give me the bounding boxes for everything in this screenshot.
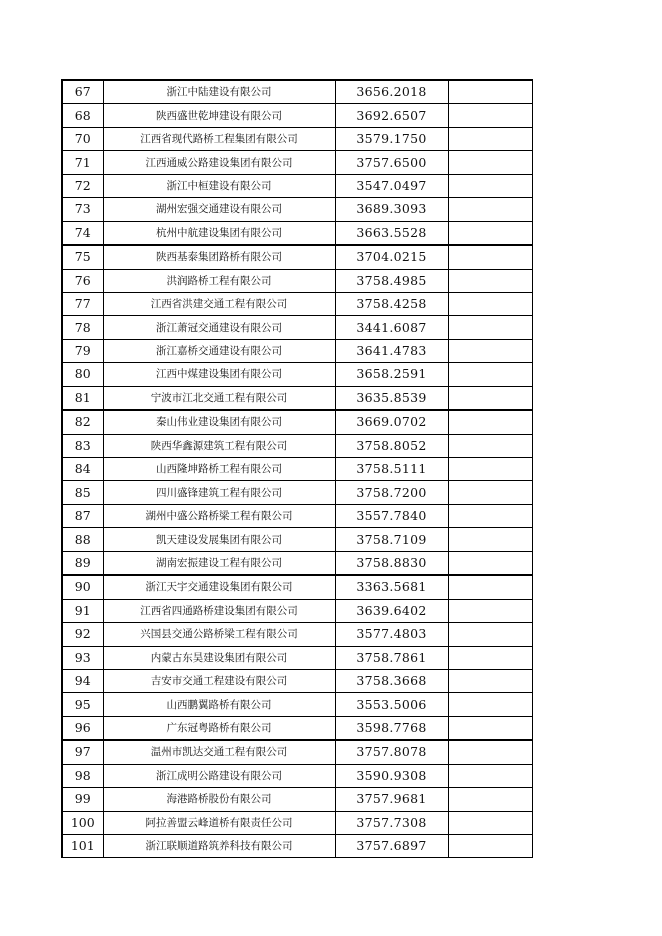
company-name: 杭州中航建设集团有限公司 xyxy=(103,221,335,245)
note-cell xyxy=(448,434,532,457)
score-value: 3758.7861 xyxy=(335,646,448,669)
company-name: 兴国县交通公路桥梁工程有限公司 xyxy=(103,623,335,646)
table-row xyxy=(62,434,532,457)
table-row xyxy=(62,504,532,527)
row-number: 78 xyxy=(62,316,103,339)
row-number: 85 xyxy=(62,481,103,504)
table-row xyxy=(62,198,532,221)
score-value: 3757.6500 xyxy=(335,151,448,174)
score-value: 3577.4803 xyxy=(335,623,448,646)
note-cell xyxy=(448,80,532,104)
table-row xyxy=(62,528,532,551)
score-value: 3557.7840 xyxy=(335,504,448,527)
score-value: 3553.5006 xyxy=(335,693,448,716)
table-row xyxy=(62,788,532,811)
table-row xyxy=(62,151,532,174)
company-name: 温州市凯达交通工程有限公司 xyxy=(103,740,335,764)
row-number: 79 xyxy=(62,339,103,362)
row-number: 75 xyxy=(62,245,103,269)
table-row xyxy=(62,316,532,339)
score-value: 3758.7109 xyxy=(335,528,448,551)
row-number: 91 xyxy=(62,599,103,622)
row-number: 67 xyxy=(62,80,103,104)
table-row xyxy=(62,458,532,481)
note-cell xyxy=(448,410,532,434)
company-name: 吉安市交通工程建设有限公司 xyxy=(103,669,335,692)
company-name: 海港路桥股份有限公司 xyxy=(103,788,335,811)
row-number: 81 xyxy=(62,386,103,410)
note-cell xyxy=(448,669,532,692)
note-cell xyxy=(448,292,532,315)
company-name: 浙江嘉桥交通建设有限公司 xyxy=(103,339,335,362)
score-table xyxy=(61,79,533,858)
score-value: 3758.8052 xyxy=(335,434,448,457)
table-row xyxy=(62,835,532,858)
note-cell xyxy=(448,623,532,646)
score-value: 3757.7308 xyxy=(335,811,448,834)
company-name: 内蒙古东昊建设集团有限公司 xyxy=(103,646,335,669)
score-value: 3704.0215 xyxy=(335,245,448,269)
company-name: 江西通威公路建设集团有限公司 xyxy=(103,151,335,174)
company-name: 四川盛锋建筑工程有限公司 xyxy=(103,481,335,504)
note-cell xyxy=(448,221,532,245)
note-cell xyxy=(448,481,532,504)
table-row xyxy=(62,221,532,245)
score-value: 3758.8830 xyxy=(335,551,448,575)
company-name: 江西省四通路桥建设集团有限公司 xyxy=(103,599,335,622)
row-number: 87 xyxy=(62,504,103,527)
score-value: 3598.7768 xyxy=(335,716,448,740)
score-value: 3757.9681 xyxy=(335,788,448,811)
row-number: 80 xyxy=(62,363,103,386)
score-value: 3692.6507 xyxy=(335,104,448,127)
score-value: 3758.4985 xyxy=(335,269,448,292)
score-value: 3656.2018 xyxy=(335,80,448,104)
table-row xyxy=(62,269,532,292)
row-number: 70 xyxy=(62,127,103,150)
table-row xyxy=(62,104,532,127)
row-number: 74 xyxy=(62,221,103,245)
company-name: 秦山伟业建设集团有限公司 xyxy=(103,410,335,434)
row-number: 83 xyxy=(62,434,103,457)
row-number: 68 xyxy=(62,104,103,127)
score-table-body xyxy=(62,80,532,858)
table-row xyxy=(62,740,532,764)
row-number: 90 xyxy=(62,575,103,599)
note-cell xyxy=(448,339,532,362)
company-name: 湖州宏强交通建设有限公司 xyxy=(103,198,335,221)
table-row xyxy=(62,292,532,315)
row-number: 95 xyxy=(62,693,103,716)
table-row xyxy=(62,245,532,269)
table-row xyxy=(62,363,532,386)
row-number: 93 xyxy=(62,646,103,669)
table-row xyxy=(62,410,532,434)
company-name: 浙江萧冠交通建设有限公司 xyxy=(103,316,335,339)
table-row xyxy=(62,646,532,669)
table-row xyxy=(62,623,532,646)
note-cell xyxy=(448,693,532,716)
score-value: 3663.5528 xyxy=(335,221,448,245)
row-number: 71 xyxy=(62,151,103,174)
table-row xyxy=(62,174,532,197)
note-cell xyxy=(448,788,532,811)
row-number: 99 xyxy=(62,788,103,811)
score-value: 3441.6087 xyxy=(335,316,448,339)
score-value: 3658.2591 xyxy=(335,363,448,386)
score-value: 3590.9308 xyxy=(335,764,448,787)
table-row xyxy=(62,80,532,104)
company-name: 湖南宏振建设工程有限公司 xyxy=(103,551,335,575)
row-number: 84 xyxy=(62,458,103,481)
note-cell xyxy=(448,740,532,764)
score-value: 3669.0702 xyxy=(335,410,448,434)
row-number: 89 xyxy=(62,551,103,575)
company-name: 凯天建设发展集团有限公司 xyxy=(103,528,335,551)
note-cell xyxy=(448,528,532,551)
company-name: 浙江中桓建设有限公司 xyxy=(103,174,335,197)
note-cell xyxy=(448,716,532,740)
note-cell xyxy=(448,764,532,787)
company-name: 山西鹏翼路桥有限公司 xyxy=(103,693,335,716)
note-cell xyxy=(448,104,532,127)
score-value: 3635.8539 xyxy=(335,386,448,410)
note-cell xyxy=(448,646,532,669)
company-name: 浙江成明公路建设有限公司 xyxy=(103,764,335,787)
note-cell xyxy=(448,599,532,622)
row-number: 94 xyxy=(62,669,103,692)
company-name: 浙江中陆建设有限公司 xyxy=(103,80,335,104)
table-row xyxy=(62,811,532,834)
note-cell xyxy=(448,811,532,834)
note-cell xyxy=(448,151,532,174)
note-cell xyxy=(448,316,532,339)
score-value: 3689.3093 xyxy=(335,198,448,221)
company-name: 浙江联顺道路筑养科技有限公司 xyxy=(103,835,335,858)
row-number: 72 xyxy=(62,174,103,197)
row-number: 101 xyxy=(62,835,103,858)
note-cell xyxy=(448,127,532,150)
table-row xyxy=(62,551,532,575)
score-value: 3758.4258 xyxy=(335,292,448,315)
score-value: 3639.6402 xyxy=(335,599,448,622)
row-number: 92 xyxy=(62,623,103,646)
note-cell xyxy=(448,363,532,386)
table-row xyxy=(62,386,532,410)
company-name: 山西隆坤路桥工程有限公司 xyxy=(103,458,335,481)
company-name: 江西中煤建设集团有限公司 xyxy=(103,363,335,386)
score-value: 3758.5111 xyxy=(335,458,448,481)
note-cell xyxy=(448,174,532,197)
company-name: 陕西华鑫源建筑工程有限公司 xyxy=(103,434,335,457)
company-name: 宁波市江北交通工程有限公司 xyxy=(103,386,335,410)
company-name: 阿拉善盟云峰道桥有限责任公司 xyxy=(103,811,335,834)
row-number: 96 xyxy=(62,716,103,740)
row-number: 76 xyxy=(62,269,103,292)
score-value: 3757.6897 xyxy=(335,835,448,858)
table-row xyxy=(62,764,532,787)
score-value: 3758.3668 xyxy=(335,669,448,692)
score-value: 3757.8078 xyxy=(335,740,448,764)
note-cell xyxy=(448,575,532,599)
row-number: 98 xyxy=(62,764,103,787)
company-name: 江西省洪建交通工程有限公司 xyxy=(103,292,335,315)
score-value: 3579.1750 xyxy=(335,127,448,150)
row-number: 82 xyxy=(62,410,103,434)
company-name: 陕西盛世乾坤建设有限公司 xyxy=(103,104,335,127)
score-value: 3641.4783 xyxy=(335,339,448,362)
table-row xyxy=(62,575,532,599)
table-row xyxy=(62,599,532,622)
note-cell xyxy=(448,245,532,269)
table-row xyxy=(62,339,532,362)
table-row xyxy=(62,481,532,504)
row-number: 73 xyxy=(62,198,103,221)
table-row xyxy=(62,669,532,692)
row-number: 97 xyxy=(62,740,103,764)
row-number: 100 xyxy=(62,811,103,834)
note-cell xyxy=(448,269,532,292)
note-cell xyxy=(448,386,532,410)
company-name: 江西省现代路桥工程集团有限公司 xyxy=(103,127,335,150)
note-cell xyxy=(448,458,532,481)
score-value: 3758.7200 xyxy=(335,481,448,504)
note-cell xyxy=(448,551,532,575)
note-cell xyxy=(448,835,532,858)
company-name: 洪润路桥工程有限公司 xyxy=(103,269,335,292)
table-row xyxy=(62,127,532,150)
row-number: 77 xyxy=(62,292,103,315)
company-name: 陕西基泰集团路桥有限公司 xyxy=(103,245,335,269)
score-value: 3547.0497 xyxy=(335,174,448,197)
note-cell xyxy=(448,504,532,527)
table-row xyxy=(62,693,532,716)
score-value: 3363.5681 xyxy=(335,575,448,599)
row-number: 88 xyxy=(62,528,103,551)
company-name: 湖州中盛公路桥梁工程有限公司 xyxy=(103,504,335,527)
note-cell xyxy=(448,198,532,221)
company-name: 广东冠粤路桥有限公司 xyxy=(103,716,335,740)
table-row xyxy=(62,716,532,740)
company-name: 浙江天宇交通建设集团有限公司 xyxy=(103,575,335,599)
